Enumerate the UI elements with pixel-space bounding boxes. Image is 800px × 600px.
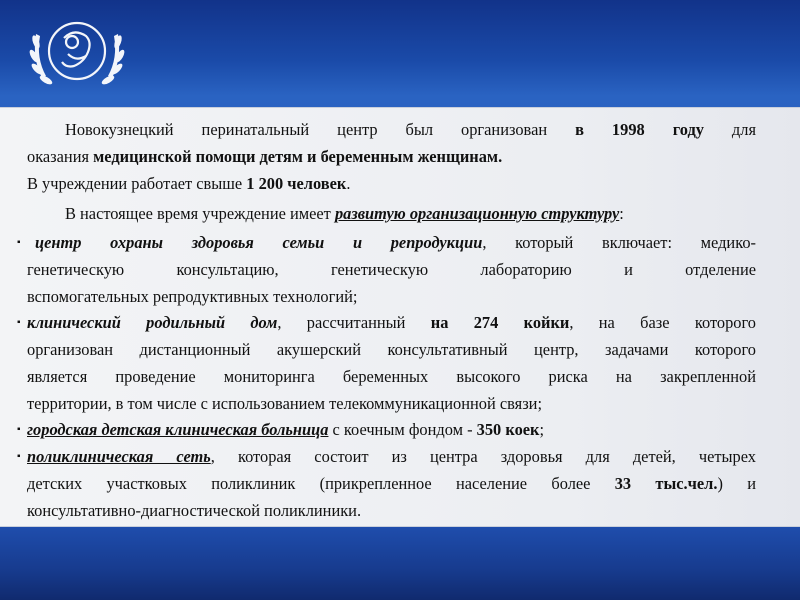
item-2-line-4: территории, в том числе с использованием телекоммуникационной связи;: [27, 394, 542, 413]
item-4-title: поликлиническая сеть: [27, 447, 211, 466]
item-2-beds: на 274 койки: [430, 313, 570, 332]
founding-year: в 1998 году: [575, 120, 704, 139]
item-4-text: ) и: [717, 474, 756, 493]
item-2-text: , рассчитанный: [277, 313, 431, 332]
un-mother-child-emblem-icon: [22, 8, 132, 98]
item-1-line-3: вспомогательных репродуктивных технологий;: [27, 287, 358, 306]
item-1-line-1: [27, 233, 756, 253]
bullet-marker: ▪: [17, 237, 21, 248]
staff-line: [27, 174, 756, 194]
item-3-text: с коечным фондом -: [328, 420, 477, 439]
item-1-line-2: генетическую консультацию, генетическую лабораторию и отделение: [27, 260, 756, 279]
structure-text: :: [619, 204, 624, 223]
intro-text: оказания: [27, 147, 94, 166]
slide-footer-band: [0, 525, 800, 600]
item-2-line-3: является проведение мониторинга беременных высокого риска на закрепленной: [27, 367, 756, 386]
bullet-marker: ▪: [17, 424, 21, 435]
intro-emphasis: медицинской помощи детям и беременным женщинам.: [93, 147, 503, 166]
structure-line: [65, 204, 756, 224]
item-4-text: , которая состоит из центра здоровья для детей, четырех: [210, 447, 756, 466]
item-4-line-3: консультативно-диагностической поликлиники.: [27, 501, 362, 520]
bullet-marker: ▪: [17, 451, 21, 462]
staff-count: 1 200 человек: [246, 174, 347, 193]
structure-text: В настоящее время учреждение имеет: [65, 204, 335, 223]
item-4-population: 33 тыс.чел.: [614, 474, 718, 493]
item-3-text: ;: [539, 420, 545, 439]
item-1-text: , который включает: медико-: [482, 233, 756, 252]
item-2-title: клинический родильный дом: [27, 313, 278, 332]
staff-text: В учреждении работает свыше: [27, 174, 247, 193]
item-2-line-1: [27, 313, 756, 333]
intro-text: Новокузнецкий перинатальный центр был организован: [65, 120, 576, 139]
intro-line-2: [27, 147, 756, 167]
item-3-line-1: [27, 420, 756, 440]
item-4-line-1: [27, 447, 756, 467]
item-4-text: детских участковых поликлиник (прикрепленное население более: [27, 474, 615, 493]
item-3-title: городская детская клиническая больница: [27, 420, 329, 439]
intro-text: для: [731, 120, 756, 139]
item-2-line-2: организован дистанционный акушерский консультативный центр, задачами которого: [27, 340, 756, 359]
item-2-text: , на базе которого: [569, 313, 756, 332]
intro-line-1: [65, 120, 756, 140]
staff-text: .: [346, 174, 351, 193]
structure-emphasis: развитую организационную структуру: [334, 204, 620, 223]
bullet-marker: ▪: [17, 317, 21, 328]
item-3-beds: 350 коек: [476, 420, 540, 439]
item-4-line-2: [27, 474, 756, 494]
item-1-title: центр охраны здоровья семьи и репродукции: [35, 233, 483, 252]
content-panel: [0, 107, 800, 527]
